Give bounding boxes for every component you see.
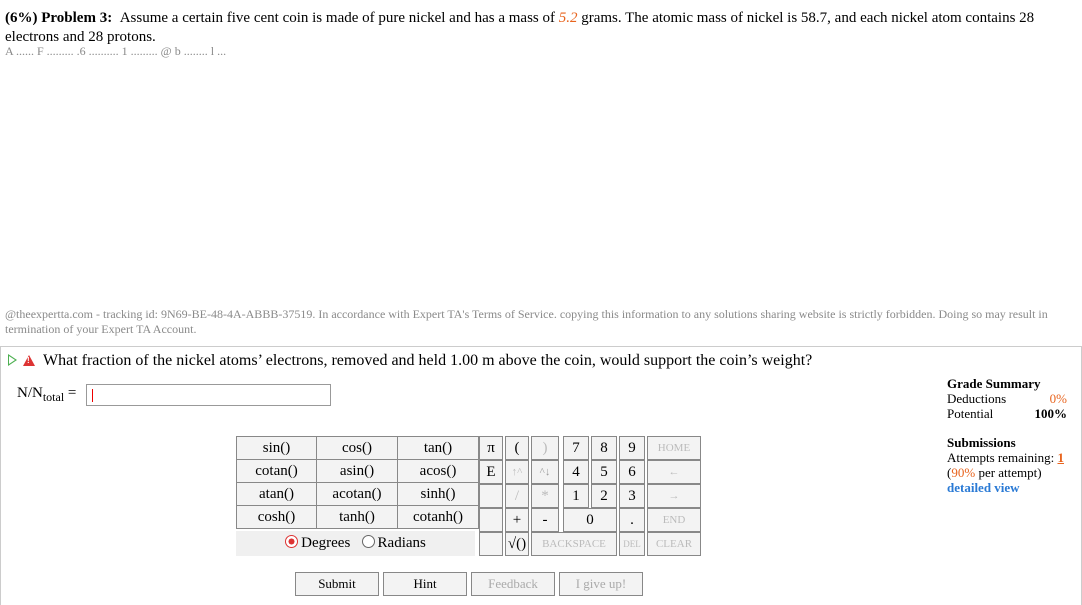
- answer-label-sub: total: [42, 390, 65, 404]
- attempts-label: Attempts remaining:: [947, 450, 1055, 465]
- key-del[interactable]: DEL: [619, 532, 645, 556]
- key-home[interactable]: HOME: [647, 436, 701, 460]
- problem-cut-line: A ...... F ......... .6 .......... 1 ......... @ b ........ l ...: [5, 44, 227, 58]
- key-cotanh[interactable]: cotanh(): [398, 506, 479, 529]
- key-clear[interactable]: CLEAR: [647, 532, 701, 556]
- copyright-notice: @theexpertta.com - tracking id: 9N69-BE-48-4A-ABBB-37519. In accordance with Expert TA's Terms of Service. copying this information to any solutions sharing website is strictly forbidden. Doing so may result in termination of your Expert TA Account.: [5, 307, 1048, 336]
- key-cos[interactable]: cos(): [317, 437, 398, 460]
- deductions-label: Deductions: [947, 391, 1007, 406]
- key-cosh[interactable]: cosh(): [237, 506, 317, 529]
- question-panel: [0, 346, 1082, 605]
- key-blank-1: [479, 484, 503, 508]
- degrees-radio[interactable]: [285, 535, 298, 548]
- key-9[interactable]: 9: [619, 436, 645, 460]
- question-text: What fraction of the nickel atoms’ electrons, removed and held 1.00 m above the coin, would support the coin’s weight?: [43, 352, 813, 369]
- play-icon[interactable]: [8, 354, 17, 366]
- key-8[interactable]: 8: [591, 436, 617, 460]
- key-4[interactable]: 4: [563, 460, 589, 484]
- submit-button[interactable]: Submit: [295, 572, 379, 596]
- potential-label: Potential: [947, 406, 994, 421]
- key-2[interactable]: 2: [591, 484, 617, 508]
- submissions-title: Submissions: [947, 435, 1016, 450]
- deductions-value: 0%: [1049, 391, 1067, 406]
- grade-summary-title: Grade Summary: [947, 376, 1041, 391]
- radians-label: Radians: [377, 535, 426, 551]
- hint-button[interactable]: Hint: [383, 572, 467, 596]
- key-multiply[interactable]: *: [531, 484, 559, 508]
- answer-label-n: N/N: [17, 385, 43, 401]
- key-blank-2: [479, 508, 503, 532]
- key-end[interactable]: END: [647, 508, 701, 532]
- key-blank-3: [479, 532, 503, 556]
- grade-summary: [947, 376, 1067, 495]
- give-up-button[interactable]: I give up!: [559, 572, 643, 596]
- key-e[interactable]: E: [479, 460, 503, 484]
- answer-label-eq: =: [64, 385, 77, 401]
- key-minus[interactable]: -: [531, 508, 559, 532]
- key-6[interactable]: 6: [619, 460, 645, 484]
- per-attempt-row: (90% per attempt): [947, 465, 1042, 480]
- attempts-value[interactable]: 1: [1057, 450, 1064, 465]
- text-caret: [92, 389, 93, 402]
- problem-text-before: Assume a certain five cent coin is made of pure nickel and has a mass of: [119, 10, 555, 26]
- potential-row: [947, 406, 1067, 421]
- problem-text-after: grams. The atomic mass of nickel is 58.7, and each nickel atom contains 28 electrons and 28 protons.: [5, 10, 1035, 45]
- key-down-caret[interactable]: ^↓: [531, 460, 559, 484]
- key-1[interactable]: 1: [563, 484, 589, 508]
- per-attempt-pct: 90%: [951, 465, 976, 480]
- key-cursor-right[interactable]: →: [647, 484, 701, 508]
- per-attempt-text: per attempt): [978, 465, 1042, 480]
- question-text-row: [8, 352, 812, 370]
- key-sinh[interactable]: sinh(): [398, 483, 479, 506]
- key-tan[interactable]: tan(): [398, 437, 479, 460]
- key-tanh[interactable]: tanh(): [317, 506, 398, 529]
- key-acos[interactable]: acos(): [398, 460, 479, 483]
- key-0[interactable]: 0: [563, 508, 617, 532]
- problem-number: Problem 3:: [41, 10, 113, 26]
- function-keypad: [236, 436, 479, 529]
- angle-mode: [236, 531, 475, 556]
- key-up-caret[interactable]: ↑^: [505, 460, 529, 484]
- key-sin[interactable]: sin(): [237, 437, 317, 460]
- key-atan[interactable]: atan(): [237, 483, 317, 506]
- warning-icon: [23, 355, 35, 366]
- attempts-row: [947, 450, 1067, 465]
- key-decimal[interactable]: .: [619, 508, 645, 532]
- key-7[interactable]: 7: [563, 436, 589, 460]
- detailed-view-link[interactable]: detailed view: [947, 480, 1020, 495]
- key-pi[interactable]: π: [479, 436, 503, 460]
- key-divide[interactable]: /: [505, 484, 529, 508]
- radians-radio[interactable]: [362, 535, 375, 548]
- problem-mass-value: 5.2: [558, 10, 578, 26]
- key-3[interactable]: 3: [619, 484, 645, 508]
- key-acotan[interactable]: acotan(): [317, 483, 398, 506]
- key-plus[interactable]: +: [505, 508, 529, 532]
- key-backspace[interactable]: BACKSPACE: [531, 532, 617, 556]
- key-sqrt[interactable]: √(): [505, 532, 529, 556]
- key-5[interactable]: 5: [591, 460, 617, 484]
- feedback-button[interactable]: Feedback: [471, 572, 555, 596]
- potential-value: 100%: [1034, 406, 1067, 421]
- key-left-paren[interactable]: (: [505, 436, 529, 460]
- deductions-row: [947, 391, 1067, 406]
- key-cotan[interactable]: cotan(): [237, 460, 317, 483]
- answer-label: [17, 385, 76, 405]
- key-right-paren[interactable]: ): [531, 436, 559, 460]
- key-cursor-left[interactable]: ←: [647, 460, 701, 484]
- problem-weight: (6%): [5, 10, 38, 26]
- answer-input[interactable]: [86, 384, 331, 406]
- key-asin[interactable]: asin(): [317, 460, 398, 483]
- degrees-label: Degrees: [301, 535, 351, 551]
